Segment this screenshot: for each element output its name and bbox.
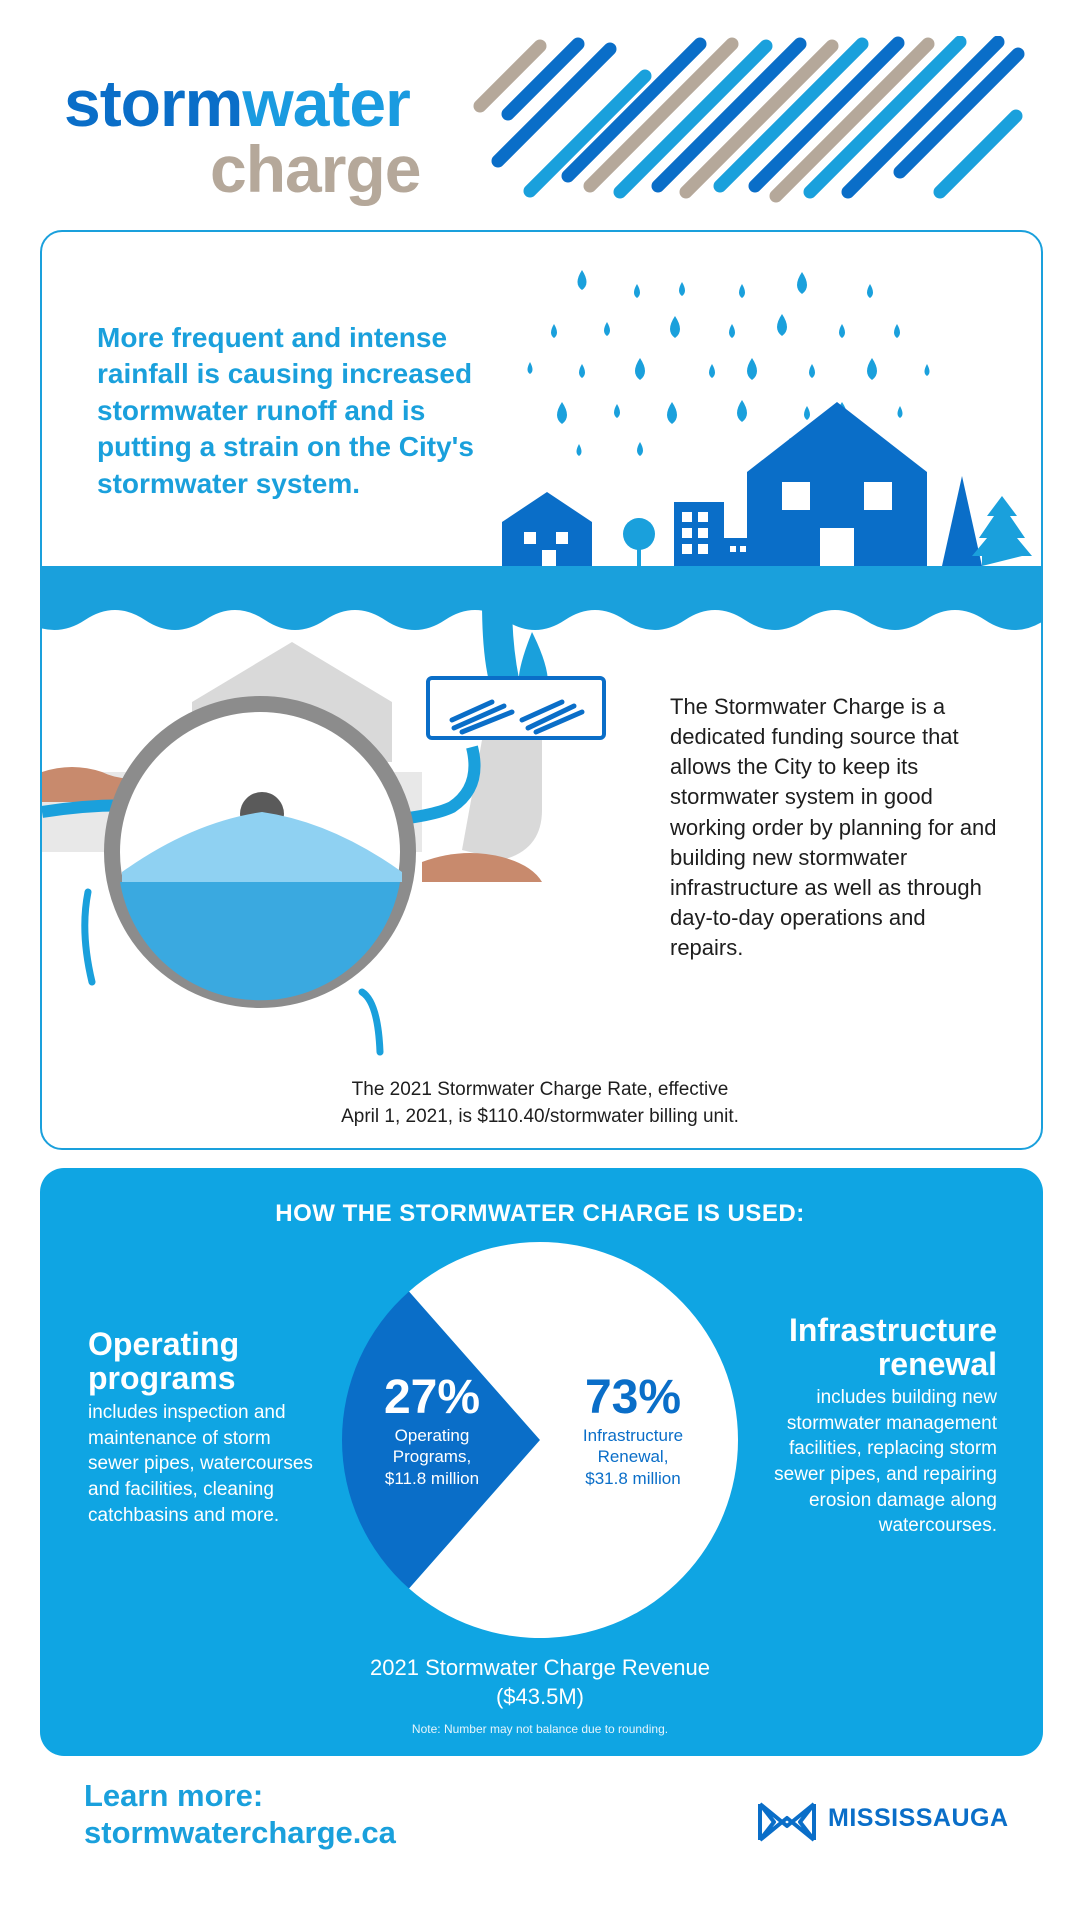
operating-heading-line-1: Operating [88, 1326, 240, 1362]
rounding-note: Note: Number may not balance due to rounding. [411, 1722, 669, 1736]
rate-line-2: April 1, 2021, is $110.40/stormwater billing unit. [341, 1105, 739, 1127]
infrastructure-heading-line-1: Infrastructure [788, 1312, 997, 1348]
revenue-line-2: ($43.5M) [495, 1683, 585, 1709]
infrastructure-description: includes building new stormwater management facilities, replacing storm sewer pipes, and repairing erosion damage along watercourses. [774, 1387, 997, 1537]
pie-label-infrastructure [558, 1370, 708, 1489]
rain-stripes-graphic [470, 36, 1030, 206]
title-storm: storm [64, 66, 243, 140]
operating-label-line-1: Operating [394, 1426, 470, 1445]
infrastructure-heading [700, 1314, 997, 1381]
usage-heading: HOW THE STORMWATER CHARGE IS USED: [275, 1200, 805, 1227]
mississauga-logo-icon [756, 1800, 818, 1844]
title-water: water [242, 66, 410, 140]
rate-line-1: The 2021 Stormwater Charge Rate, effective [351, 1079, 729, 1100]
infrastructure-label-line-1: Infrastructure [582, 1426, 684, 1445]
website-link[interactable]: stormwatercharge.ca [84, 1814, 396, 1850]
ground-band [42, 566, 1043, 630]
mississauga-logo-text: MISSISSAUGA [828, 1804, 1009, 1832]
skyline [502, 402, 1032, 566]
learn-more-label: Learn more: [84, 1778, 264, 1813]
title-line-1 [64, 66, 410, 140]
revenue-total [0, 1654, 1080, 1711]
infrastructure-label-line-2: Renewal, [597, 1447, 669, 1467]
rate-text [240, 1077, 840, 1130]
operating-percent: 27% [383, 1371, 481, 1424]
infrastructure-amount: $31.8 million [585, 1468, 681, 1488]
operating-amount: $11.8 million [384, 1468, 480, 1488]
pie-label-operating [362, 1370, 502, 1489]
learn-more [84, 1778, 396, 1851]
operating-label-line-2: Programs, [392, 1447, 472, 1467]
title-line-2: charge [210, 132, 421, 206]
operating-heading [88, 1328, 239, 1395]
intro-text: More frequent and intense rainfall is causing increased stormwater runoff and is putting a strain on the City's stormwater system. [97, 322, 474, 499]
catchbasin-grate [428, 678, 604, 738]
description-text: The Stormwater Charge is a dedicated funding source that allows the City to keep its stormwater system in good working order by planning for and building new stormwater infrastructure as well as through day-to-day operations and repairs. [670, 694, 997, 960]
infrastructure-percent: 73% [584, 1371, 682, 1424]
infrastructure-heading-line-2: renewal [877, 1345, 997, 1382]
operating-description: includes inspection and maintenance of storm sewer pipes, watercourses and facilities, cleaning catchbasins and more. [88, 1402, 313, 1526]
revenue-line-1: 2021 Stormwater Charge Revenue [370, 1655, 710, 1680]
operating-heading-line-2: programs [88, 1359, 236, 1396]
